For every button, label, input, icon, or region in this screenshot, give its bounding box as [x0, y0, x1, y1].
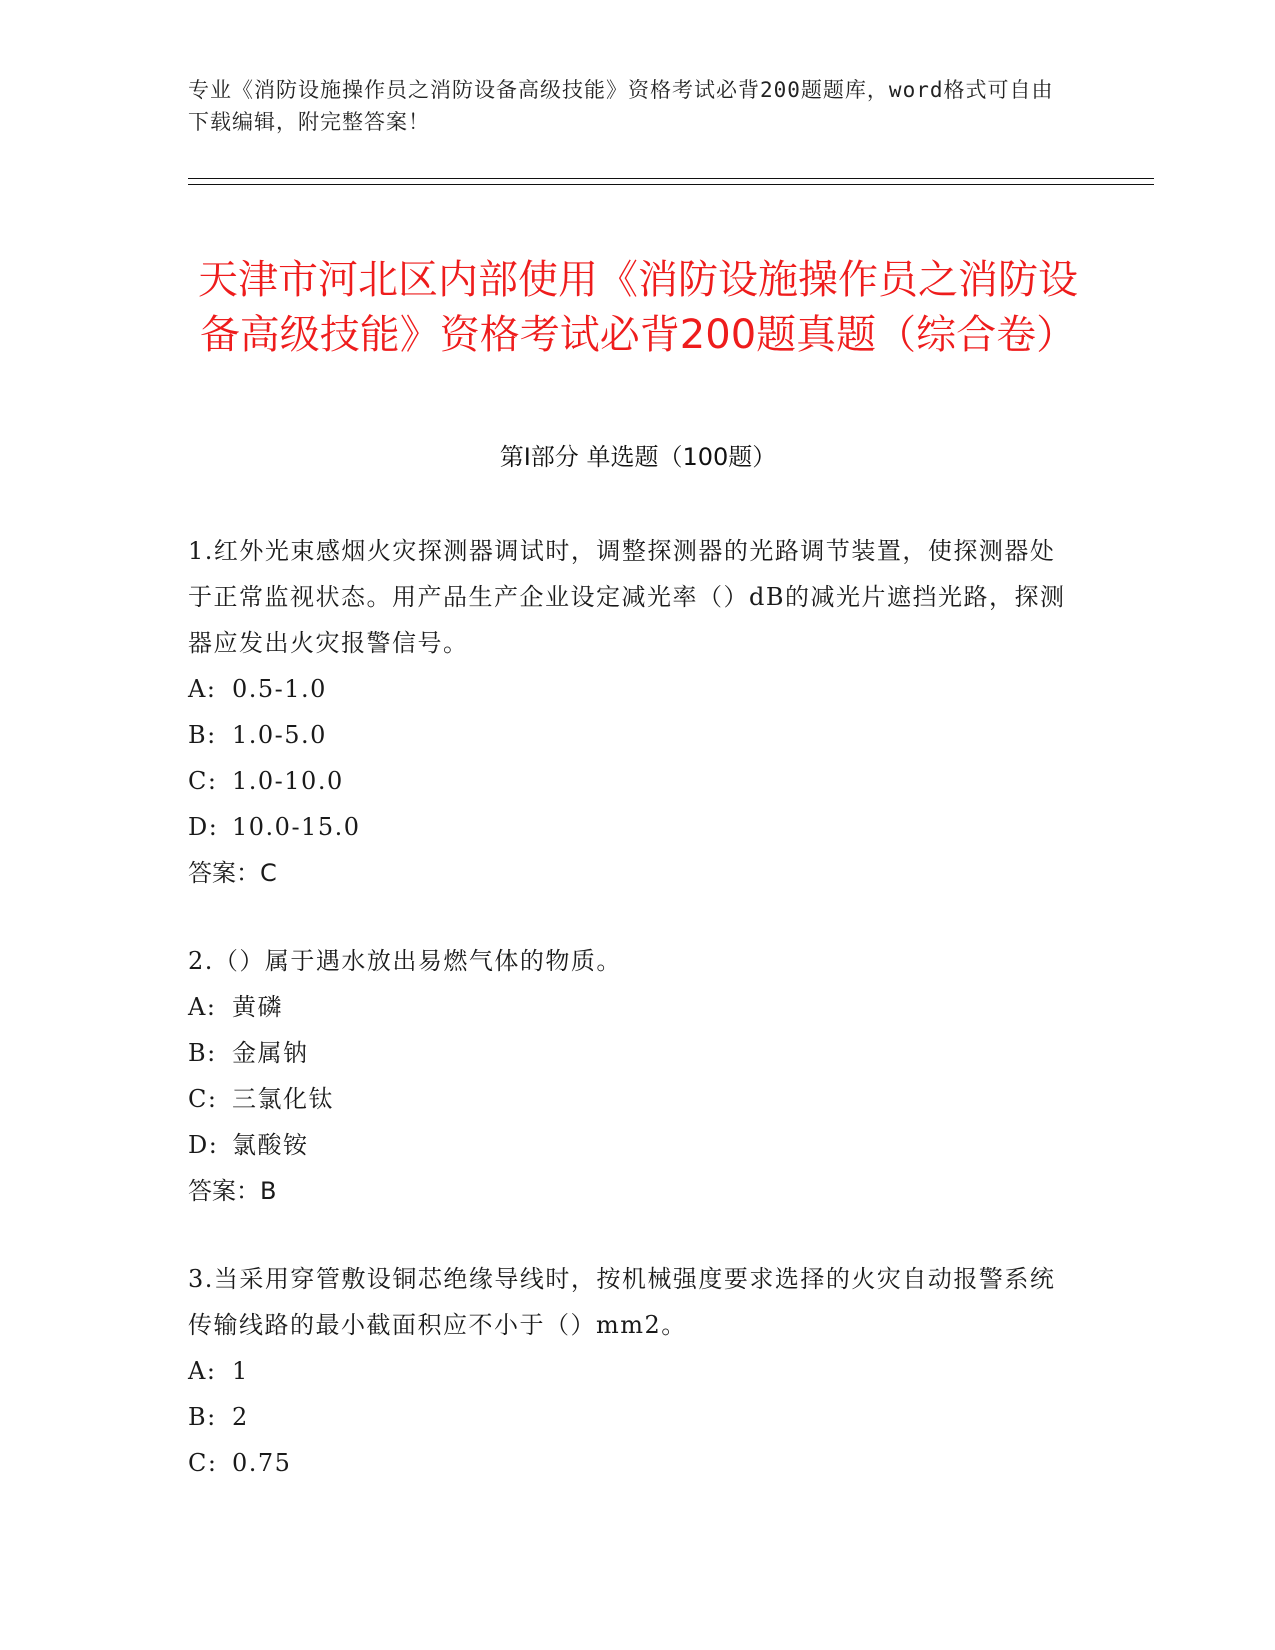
- option-text: 1.0-5.0: [232, 721, 327, 749]
- option-d: [188, 804, 1068, 850]
- option-letter: A:: [188, 993, 217, 1021]
- option-a: [188, 666, 1068, 712]
- option-b: [188, 1394, 1068, 1440]
- header-note: 专业《消防设施操作员之消防设备高级技能》资格考试必背200题题库，word格式可自由下载编辑，附完整答案！: [188, 78, 1054, 134]
- option-b: [188, 712, 1068, 758]
- option-text: 1.0-10.0: [232, 767, 344, 795]
- option-text: 氯酸铵: [232, 1131, 309, 1159]
- option-a: [188, 984, 1068, 1030]
- option-text: 金属钠: [232, 1039, 309, 1067]
- option-text: 三氯化钛: [232, 1085, 334, 1113]
- question-text: 3.当采用穿管敷设铜芯绝缘导线时，按机械强度要求选择的火灾自动报警系统传输线路的最小截面积应不小于（）mm2。: [188, 1265, 1056, 1339]
- option-letter: C:: [188, 1449, 218, 1477]
- header-rule-bottom: [188, 184, 1154, 185]
- question-text: 1.红外光束感烟火灾探测器调试时，调整探测器的光路调节装置，使探测器处于正常监视状态。用产品生产企业设定减光率（）dB的减光片遮挡光路，探测器应发出火灾报警信号。: [188, 537, 1066, 657]
- option-letter: D:: [188, 813, 219, 841]
- option-text: 2: [232, 1403, 249, 1431]
- option-letter: B:: [188, 1403, 217, 1431]
- question-list: [188, 528, 1068, 1528]
- option-text: 0.5-1.0: [232, 675, 327, 703]
- option-b: [188, 1030, 1068, 1076]
- option-letter: A:: [188, 1357, 217, 1385]
- question-1: [188, 528, 1068, 896]
- option-text: 黄磷: [232, 993, 283, 1021]
- option-text: 10.0-15.0: [232, 813, 361, 841]
- option-letter: A:: [188, 675, 217, 703]
- option-a: [188, 1348, 1068, 1394]
- section-title: 第Ⅰ部分 单选题（100题）: [499, 443, 777, 471]
- answer: 答案：B: [188, 1177, 277, 1205]
- option-letter: C:: [188, 1085, 218, 1113]
- option-letter: B:: [188, 1039, 217, 1067]
- option-text: 0.75: [232, 1449, 292, 1477]
- document-title: 天津市河北区内部使用《消防设施操作员之消防设备高级技能》资格考试必背200题真题（综合卷）: [198, 256, 1078, 358]
- option-c: [188, 1440, 1068, 1486]
- option-c: [188, 1076, 1068, 1122]
- option-c: [188, 758, 1068, 804]
- option-letter: C:: [188, 767, 218, 795]
- question-3: [188, 1256, 1068, 1486]
- question-text: 2.（）属于遇水放出易燃气体的物质。: [188, 947, 622, 975]
- option-text: 1: [232, 1357, 249, 1385]
- header-rule-top: [188, 178, 1154, 179]
- option-letter: D:: [188, 1131, 219, 1159]
- option-letter: B:: [188, 721, 217, 749]
- answer: 答案：C: [188, 859, 277, 887]
- question-2: [188, 938, 1068, 1214]
- option-d: [188, 1122, 1068, 1168]
